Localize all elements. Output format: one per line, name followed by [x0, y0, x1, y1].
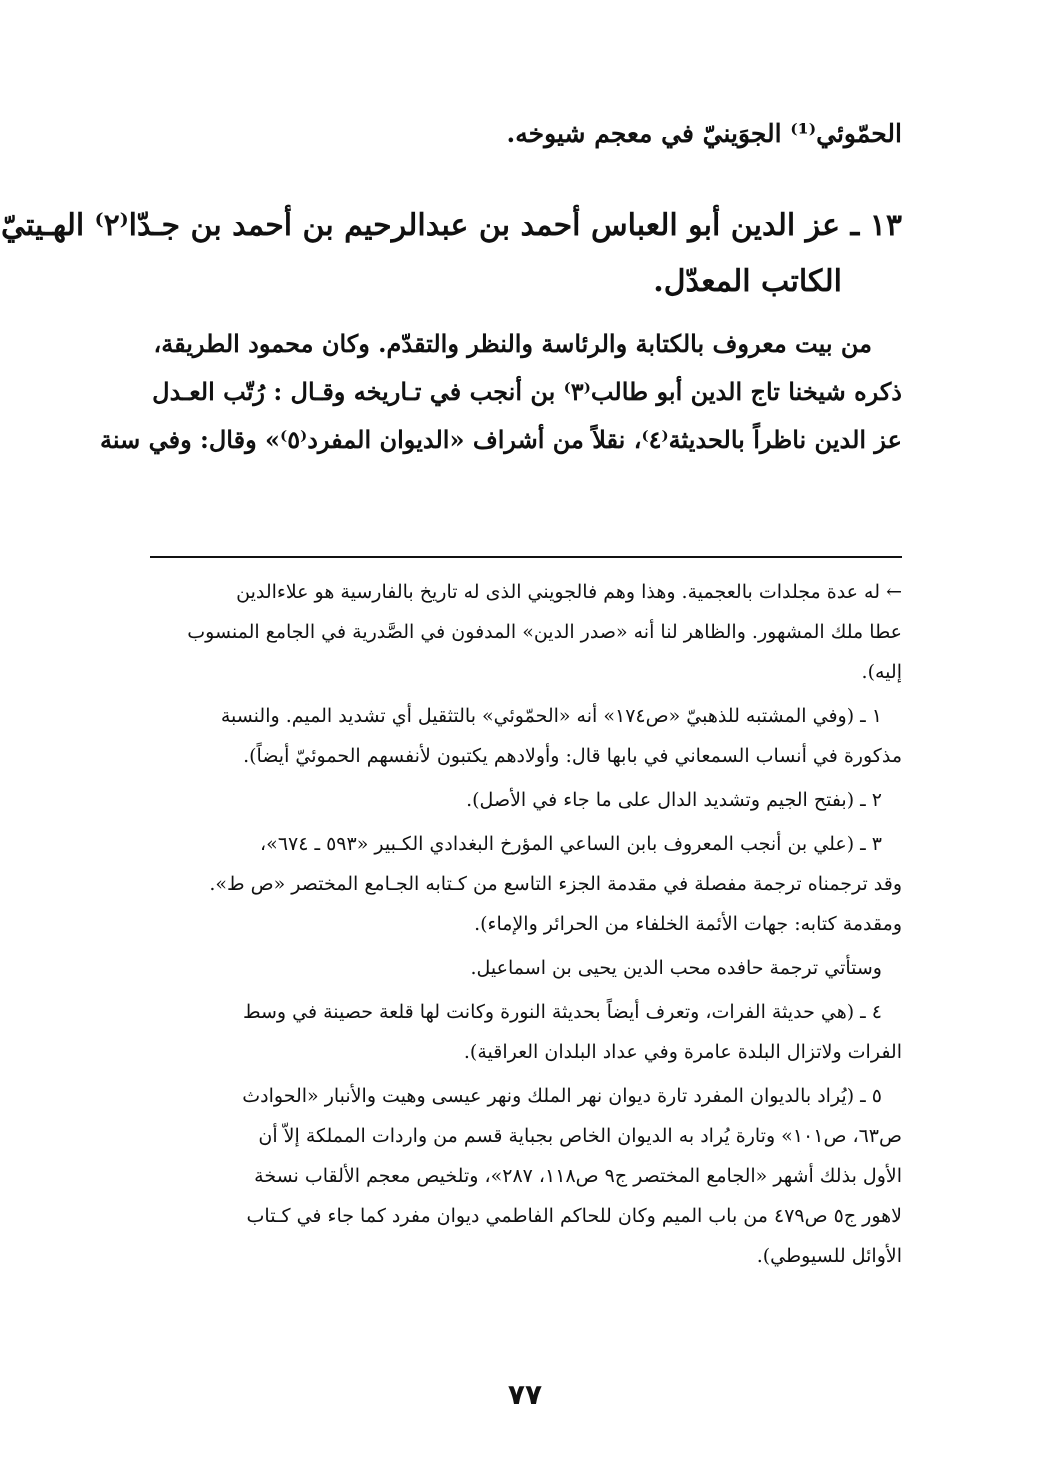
entry-body-line: عز الدين ناظراً بالحديثة⁽٤⁾، نقلاً من أشراف «الديوان المفرد⁽٥⁾» وقال: وفي سنة — [100, 425, 902, 454]
opening-line — [150, 110, 902, 158]
entry-body-line: من بيت معروف بالكتابة والرئاسة والنظر والتقدّم. وكان محمود الطريقة، — [153, 329, 872, 358]
footnote-line: مذكورة في أنساب السمعاني في بابها قال: وأولادهم يكتبون لأنفسهم الحموئيّ أيضاً). — [243, 745, 902, 767]
footnote — [150, 780, 902, 820]
footnote-line: ٣ ـ (علي بن أنجب المعروف بابن الساعي المؤرخ البغدادي الكـبير «٥٩٣ ـ ٦٧٤»، — [260, 833, 882, 855]
footnote-line: وستأتي ترجمة حافده محب الدين يحيى بن اسماعيل. — [470, 957, 882, 979]
entry-heading-line: الكاتب المعدّل. — [653, 264, 842, 299]
entry-body — [100, 320, 902, 464]
footnote-line: الفرات ولاتزال البلدة عامرة وفي عداد البلدان العراقية). — [463, 1041, 902, 1063]
footnote-line: ٥ ـ (يُراد بالديوان المفرد تارة ديوان نهر الملك ونهر عيسى وهيت والأنبار «الحوادث — [242, 1085, 882, 1107]
footnote-divider — [150, 556, 902, 558]
footnote-line: عطا ملك المشهور. والظاهر لنا أنه «صدر الدين» المدفون في الصَّدرية في الجامع المنسوب — [187, 621, 902, 643]
footnote — [150, 824, 902, 944]
footnote — [150, 992, 902, 1072]
footnote-line: إليه). — [861, 661, 902, 683]
entry-heading — [0, 198, 902, 310]
footnote — [150, 572, 902, 692]
opening-line-text: الحمّوئي⁽¹⁾ الجوَينيّ في معجم شيوخه. — [506, 119, 902, 148]
footnote — [150, 1076, 902, 1276]
page-number: ٧٧ — [507, 1378, 543, 1411]
footnote — [150, 948, 902, 988]
footnote-line: ص٦٣، ص١٠١» وتارة يُراد به الديوان الخاص بجباية قسم من واردات المملكة إلاّ أن — [258, 1125, 902, 1147]
footnote-line: ٢ ـ (بفتح الجيم وتشديد الدال على ما جاء في الأصل). — [466, 789, 882, 811]
entry-heading-line: ١٣ ـ عز الدين أبو العباس أحمد بن عبدالرحيم بن أحمد بن جـدّا⁽٢⁾ الهـيتيّ — [0, 208, 902, 243]
footnote-line: وقد ترجمناه ترجمة مفصلة في مقدمة الجزء التاسع من كـتابه الجـامع المختصر «ص ط». — [209, 873, 902, 895]
footnote-line: لاهور ج٥ ص٤٧٩ من باب الميم وكان للحاكم الفاطمي ديوان مفرد كما جاء في كـتاب — [246, 1205, 902, 1227]
footnote-line: ومقدمة كتابه: جهات الأئمة الخلفاء من الحرائر والإماء). — [474, 913, 902, 935]
footnotes — [150, 572, 902, 1276]
entry-body-line: ذكره شيخنا تاج الدين أبو طالب⁽٣⁾ بن أنجب في تـاريخه وقـال : رُتّب العـدل — [152, 377, 902, 406]
footnote — [150, 696, 902, 776]
footnote-line: ← له عدة مجلدات بالعجمية. وهذا وهم فالجويني الذى له تاريخ بالفارسية هو علاءالدين — [236, 581, 902, 603]
footnote-line: الأوائل للسيوطي). — [756, 1245, 902, 1267]
footnote-line: ١ ـ (وفي المشتبه للذهبيّ «ص١٧٤» أنه «الحمّوئي» بالتثقيل أي تشديد الميم. والنسبة — [220, 705, 882, 727]
footnote-line: ٤ ـ (هي حديثة الفرات، وتعرف أيضاً بحديثة النورة وكانت لها قلعة حصينة في وسط — [242, 1001, 882, 1023]
footnote-line: الأول بذلك أشهر «الجامع المختصر ج٩ ص١١٨، ٢٨٧»، وتلخيص معجم الألقاب نسخة — [254, 1165, 902, 1187]
document-page — [0, 110, 902, 1280]
